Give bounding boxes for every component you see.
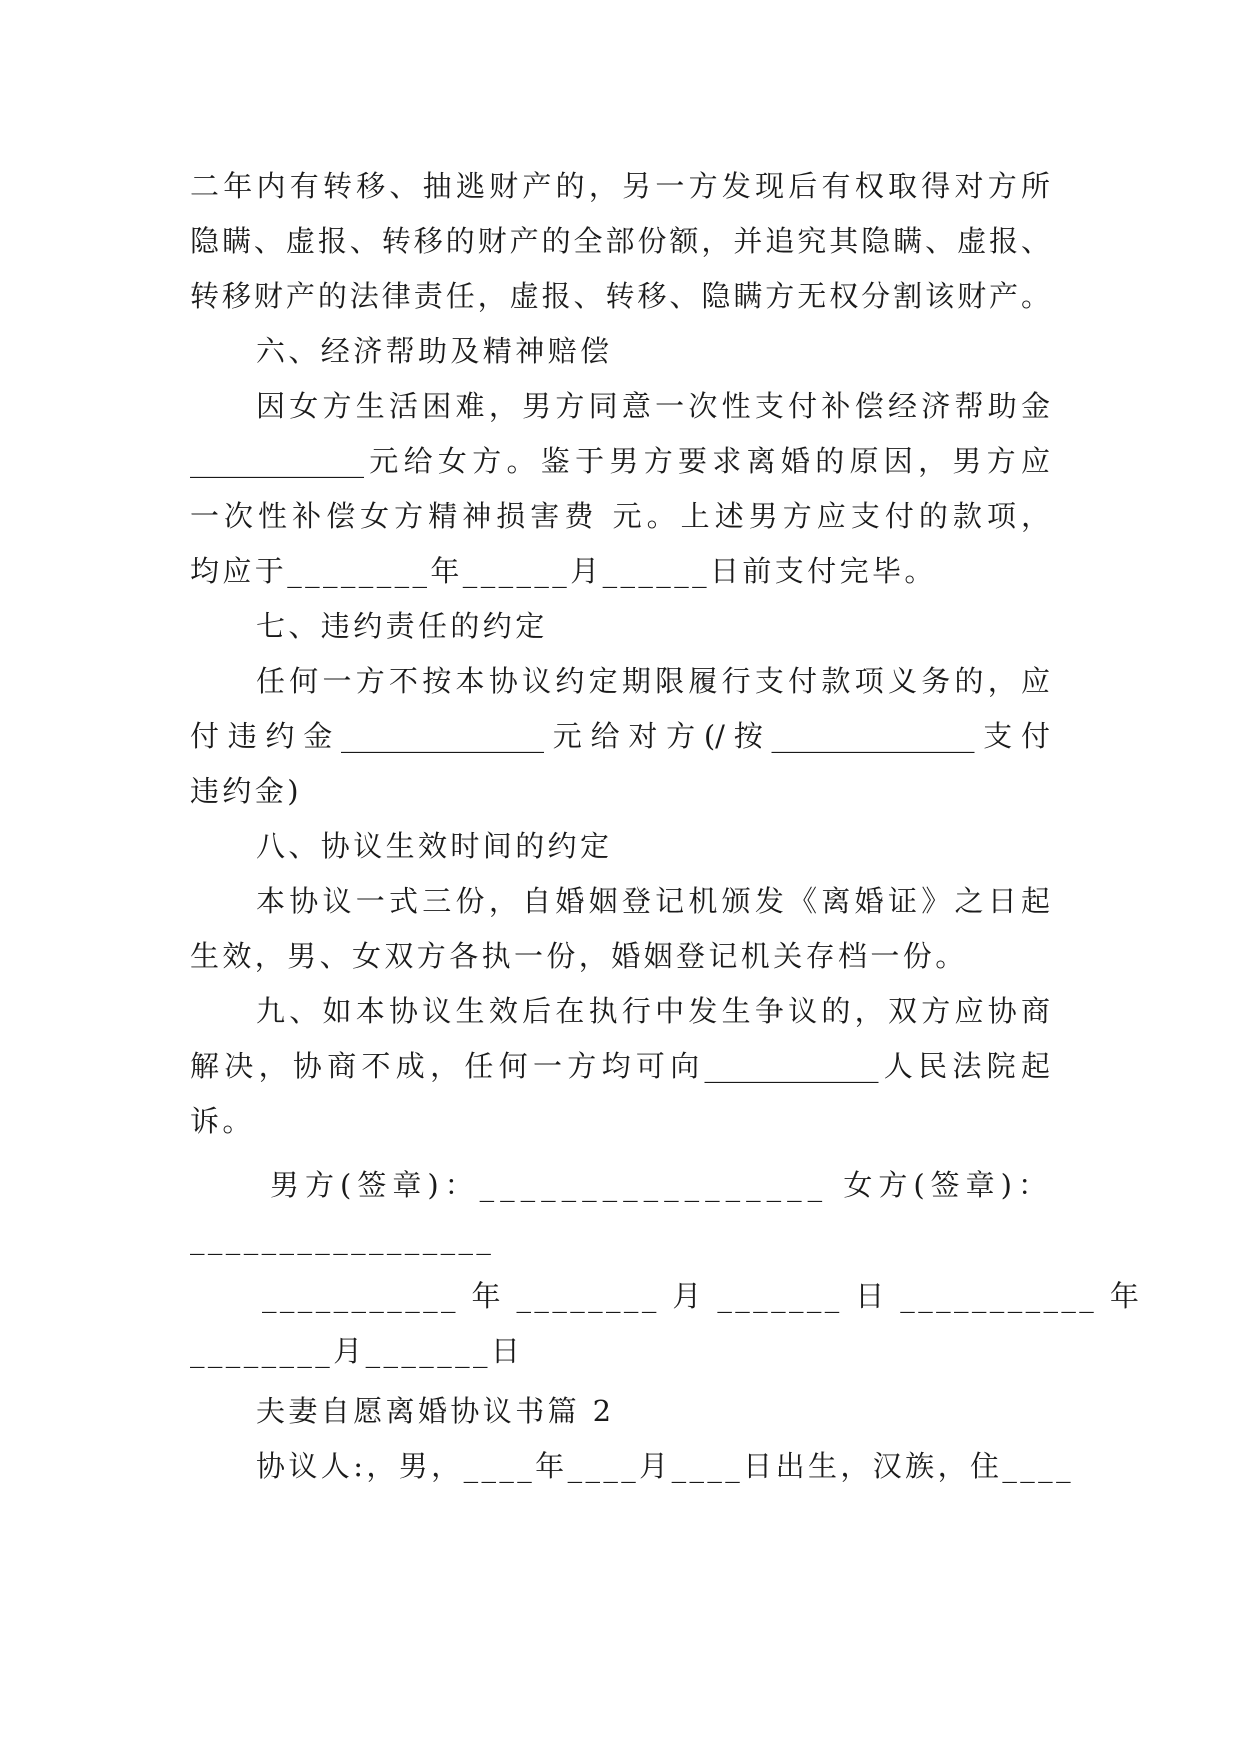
section-heading: 八、协议生效时间的约定 <box>256 829 613 863</box>
paragraph-line: 协议人:，男，____年____月____日出生，汉族，住____ <box>256 1449 1074 1483</box>
date-line: ___________ 年 ________ 月 _______ 日 ___________ 年 <box>262 1279 1143 1313</box>
paragraph-line: 隐瞒、虚报、转移的财产的全部份额，并追究其隐瞒、虚报、 <box>190 224 1050 258</box>
paragraph-line: 任何一方不按本协议约定期限履行支付款项义务的，应 <box>256 664 1050 698</box>
paragraph-line: 转移财产的法律责任，虚报、转移、隐瞒方无权分割该财产。 <box>190 279 1050 313</box>
paragraph-line: 解决，协商不成，任何一方均可向____________人民法院起 <box>190 1049 1050 1083</box>
paragraph-line: 一次性补偿女方精神损害费 元。上述男方应支付的款项， <box>190 499 1050 533</box>
section-heading: 七、违约责任的约定 <box>256 609 548 643</box>
paragraph-line: 付违约金______________元给对方(/按______________支付 <box>190 719 1050 753</box>
date-line: ________月_______日 <box>190 1334 524 1368</box>
section-heading: 六、经济帮助及精神赔偿 <box>256 334 613 368</box>
paragraph-line: 生效，男、女双方各执一份，婚姻登记机关存档一份。 <box>190 939 968 973</box>
paragraph-line: 均应于________年______月______日前支付完毕。 <box>190 554 937 588</box>
paragraph-line: 本协议一式三份，自婚姻登记机颁发《离婚证》之日起 <box>256 884 1050 918</box>
paragraph-line: ____________元给女方。鉴于男方要求离婚的原因，男方应 <box>190 444 1050 478</box>
paragraph-line: 二年内有转移、抽逃财产的，另一方发现后有权取得对方所 <box>190 169 1050 203</box>
signature-blank: _________________ <box>190 1221 495 1255</box>
paragraph-line: 九、如本协议生效后在执行中发生争议的，双方应协商 <box>256 994 1050 1028</box>
paragraph-line: 诉。 <box>190 1104 255 1138</box>
paragraph-line: 因女方生活困难，男方同意一次性支付补偿经济帮助金 <box>256 389 1050 423</box>
paragraph-line: 违约金) <box>190 774 302 808</box>
signature-line: 男方(签章)：_________________ 女方(签章)： <box>270 1168 1053 1202</box>
section-title: 夫妻自愿离婚协议书篇 2 <box>256 1394 615 1428</box>
